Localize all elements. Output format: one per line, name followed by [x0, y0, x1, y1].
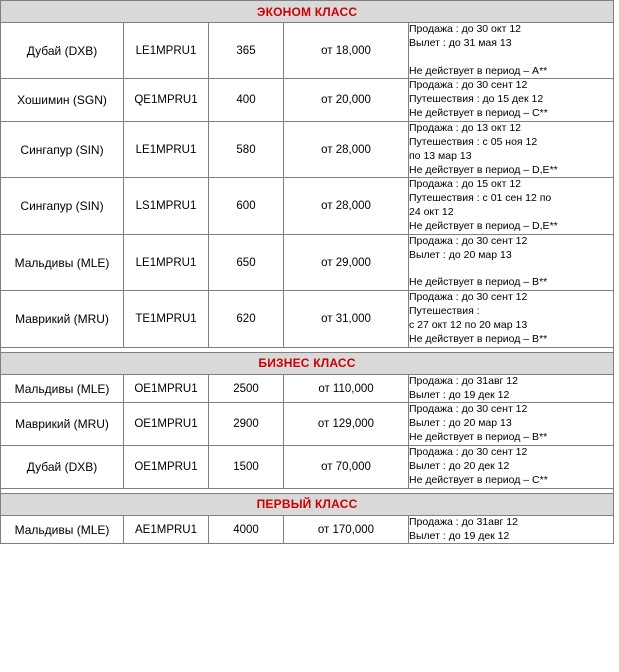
- price-cell: от 70,000: [284, 446, 409, 489]
- fare-number-cell: 365: [209, 23, 284, 79]
- section-title: ЭКОНОМ КЛАСС: [1, 1, 614, 23]
- fare-code-cell: LE1MPRU1: [124, 23, 209, 79]
- conditions-cell: [409, 79, 614, 122]
- price-cell: от 29,000: [284, 234, 409, 290]
- price-cell: от 18,000: [284, 23, 409, 79]
- fare-number-cell: 600: [209, 178, 284, 234]
- condition-line: Вылет : до 19 дек 12: [409, 529, 510, 542]
- condition-line: 24 окт 12: [409, 206, 454, 219]
- section-header-row: [1, 1, 614, 23]
- condition-line: Вылет : до 20 мар 13: [409, 248, 512, 261]
- condition-line: Не действует в период – B**: [409, 332, 548, 345]
- fare-table-body: [1, 1, 614, 544]
- condition-line: Продажа : до 31авг 12: [409, 515, 518, 528]
- condition-line: Продажа : до 30 сент 12: [409, 446, 528, 459]
- price-cell: от 129,000: [284, 403, 409, 446]
- fare-number-cell: 1500: [209, 446, 284, 489]
- table-row: [1, 446, 614, 489]
- table-row: [1, 515, 614, 544]
- condition-line: Путешествия : с 01 сен 12 по: [409, 192, 552, 205]
- price-cell: от 170,000: [284, 515, 409, 544]
- price-cell: от 110,000: [284, 374, 409, 403]
- section-header-row: [1, 352, 614, 374]
- table-row: [1, 374, 614, 403]
- destination-cell: Маврикий (MRU): [1, 403, 124, 446]
- condition-line: Вылет : до 19 дек 12: [409, 388, 510, 401]
- fare-code-cell: OE1MPRU1: [124, 403, 209, 446]
- destination-cell: Дубай (DXB): [1, 446, 124, 489]
- table-row: [1, 403, 614, 446]
- condition-line: Вылет : до 31 мая 13: [409, 36, 512, 49]
- condition-line: Продажа : до 30 сент 12: [409, 234, 528, 247]
- fare-code-cell: TE1MPRU1: [124, 291, 209, 347]
- condition-line: Не действует в период – C**: [409, 107, 548, 120]
- conditions-cell: [409, 23, 614, 79]
- condition-line: Не действует в период – D,E**: [409, 163, 558, 176]
- condition-line: Не действует в период – B**: [409, 276, 548, 289]
- destination-cell: Сингапур (SIN): [1, 122, 124, 178]
- fare-code-cell: LE1MPRU1: [124, 122, 209, 178]
- table-row: [1, 234, 614, 290]
- table-row: [1, 23, 614, 79]
- fare-code-cell: QE1MPRU1: [124, 79, 209, 122]
- price-cell: от 31,000: [284, 291, 409, 347]
- condition-line: по 13 мар 13: [409, 149, 472, 162]
- fare-number-cell: 4000: [209, 515, 284, 544]
- condition-line: [409, 263, 613, 277]
- destination-cell: Мальдивы (MLE): [1, 515, 124, 544]
- conditions-cell: [409, 515, 614, 544]
- condition-line: Не действует в период – D,E**: [409, 220, 558, 233]
- condition-line: Путешествия :: [409, 305, 480, 318]
- condition-line: Вылет : до 20 дек 12: [409, 459, 510, 472]
- destination-cell: Маврикий (MRU): [1, 291, 124, 347]
- condition-line: Продажа : до 30 окт 12: [409, 23, 522, 35]
- section-header-row: [1, 493, 614, 515]
- fare-code-cell: LS1MPRU1: [124, 178, 209, 234]
- conditions-cell: [409, 446, 614, 489]
- conditions-cell: [409, 403, 614, 446]
- table-row: [1, 178, 614, 234]
- conditions-cell: [409, 374, 614, 403]
- condition-line: Продажа : до 30 сент 12: [409, 291, 528, 304]
- destination-cell: Хошимин (SGN): [1, 79, 124, 122]
- destination-cell: Дубай (DXB): [1, 23, 124, 79]
- destination-cell: Мальдивы (MLE): [1, 234, 124, 290]
- conditions-cell: [409, 234, 614, 290]
- section-title: БИЗНЕС КЛАСС: [1, 352, 614, 374]
- condition-line: Вылет : до 20 мар 13: [409, 417, 512, 430]
- fare-number-cell: 580: [209, 122, 284, 178]
- fare-number-cell: 620: [209, 291, 284, 347]
- conditions-cell: [409, 291, 614, 347]
- price-cell: от 28,000: [284, 122, 409, 178]
- condition-line: Путешествия : до 15 дек 12: [409, 93, 544, 106]
- condition-line: [409, 51, 613, 65]
- section-title: ПЕРВЫЙ КЛАСС: [1, 493, 614, 515]
- condition-line: с 27 окт 12 по 20 мар 13: [409, 319, 528, 332]
- conditions-cell: [409, 178, 614, 234]
- fare-code-cell: AE1MPRU1: [124, 515, 209, 544]
- table-row: [1, 122, 614, 178]
- condition-line: Путешествия : с 05 ноя 12: [409, 135, 538, 148]
- condition-line: Продажа : до 15 окт 12: [409, 178, 522, 191]
- price-cell: от 20,000: [284, 79, 409, 122]
- condition-line: Не действует в период – C**: [409, 473, 548, 486]
- condition-line: Продажа : до 31авг 12: [409, 374, 518, 387]
- fare-code-cell: OE1MPRU1: [124, 446, 209, 489]
- fare-number-cell: 400: [209, 79, 284, 122]
- condition-line: Не действует в период – B**: [409, 431, 548, 444]
- condition-line: Продажа : до 30 сент 12: [409, 403, 528, 416]
- condition-line: Не действует в период – A**: [409, 64, 548, 77]
- condition-line: Продажа : до 30 сент 12: [409, 79, 528, 92]
- fare-code-cell: OE1MPRU1: [124, 374, 209, 403]
- fare-number-cell: 2900: [209, 403, 284, 446]
- table-row: [1, 79, 614, 122]
- condition-line: Продажа : до 13 окт 12: [409, 122, 522, 135]
- fare-code-cell: LE1MPRU1: [124, 234, 209, 290]
- fare-number-cell: 650: [209, 234, 284, 290]
- destination-cell: Мальдивы (MLE): [1, 374, 124, 403]
- fare-number-cell: 2500: [209, 374, 284, 403]
- table-row: [1, 291, 614, 347]
- price-cell: от 28,000: [284, 178, 409, 234]
- destination-cell: Сингапур (SIN): [1, 178, 124, 234]
- conditions-cell: [409, 122, 614, 178]
